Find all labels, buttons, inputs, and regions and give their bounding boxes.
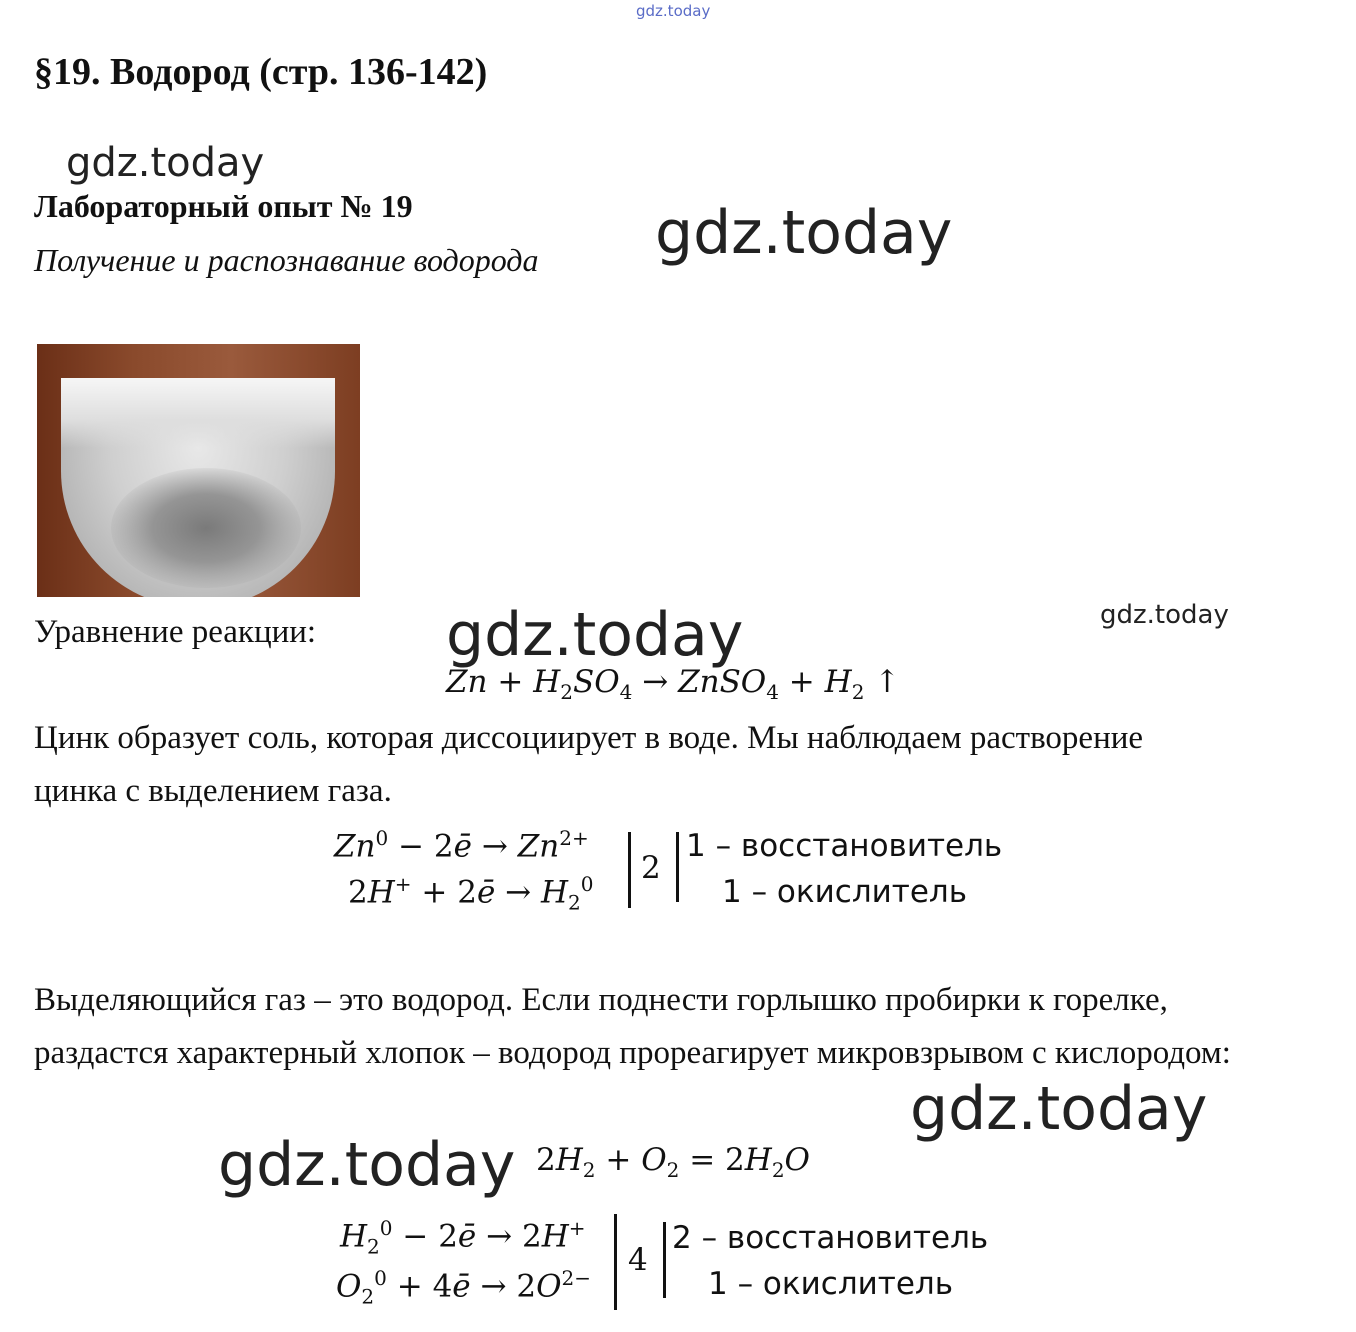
- lab-title: Лабораторный опыт № 19: [34, 188, 413, 224]
- watermark: gdz.today: [910, 1074, 1208, 1144]
- test-tube-liquid: [61, 378, 335, 597]
- divider-line: [663, 1222, 666, 1298]
- half-reaction-h2: $H_2^0$ − 2ē → 2H+: [340, 1216, 586, 1259]
- divider-line: [628, 832, 631, 908]
- redox-coefficient: 2: [641, 850, 661, 886]
- half-reaction-h: 2H+ + 2ē → $H_2^0$: [348, 872, 594, 915]
- paragraph-hydrogen: Выделяющийся газ – это водород. Если поднести горлышко пробирки к горелке, раздастся характерный хлопок – водород прореагирует микровзрывом с кислородом:: [34, 982, 1231, 1071]
- half-reaction-zn: $Zn^0$ − 2ē → $Zn^{2+}$: [334, 826, 589, 865]
- redox-role-oxidizer: 1 – окислитель: [708, 1266, 953, 1302]
- reaction-label: Уравнение реакции:: [34, 614, 317, 650]
- zinc-granule: [111, 468, 301, 588]
- watermark: gdz.today: [655, 198, 953, 268]
- divider-line: [614, 1214, 617, 1310]
- equation-zn-h2so4: $Zn + H_2SO_4$ → ZnSO$_4$ + $H_2$ ↑: [446, 664, 901, 705]
- test-tube-photo: [37, 344, 360, 597]
- watermark: gdz.today: [1100, 600, 1229, 630]
- equation-h2-o2: $2H_2 + O_2 = 2H_2O$: [536, 1142, 810, 1183]
- paragraph-zinc: Цинк образует соль, которая диссоциирует в воде. Мы наблюдаем растворение цинка с выделением газа.: [34, 720, 1144, 809]
- half-reaction-o2: $O_2^0$ + 4ē → $2O^{2-}$: [336, 1266, 591, 1309]
- divider-line: [676, 832, 679, 902]
- redox-role-reducer: 1 – восстановитель: [686, 828, 1003, 864]
- redox-role-oxidizer: 1 – окислитель: [722, 874, 967, 910]
- watermark: gdz.today: [66, 140, 265, 186]
- redox-coefficient: 4: [628, 1242, 648, 1278]
- lab-subtitle: Получение и распознавание водорода: [34, 242, 539, 278]
- watermark: gdz.today: [446, 600, 744, 670]
- page-title: §19. Водород (стр. 136-142): [34, 51, 488, 93]
- watermark-top: gdz.today: [636, 2, 711, 20]
- watermark: gdz.today: [218, 1130, 516, 1200]
- redox-role-reducer: 2 – восстановитель: [672, 1220, 989, 1256]
